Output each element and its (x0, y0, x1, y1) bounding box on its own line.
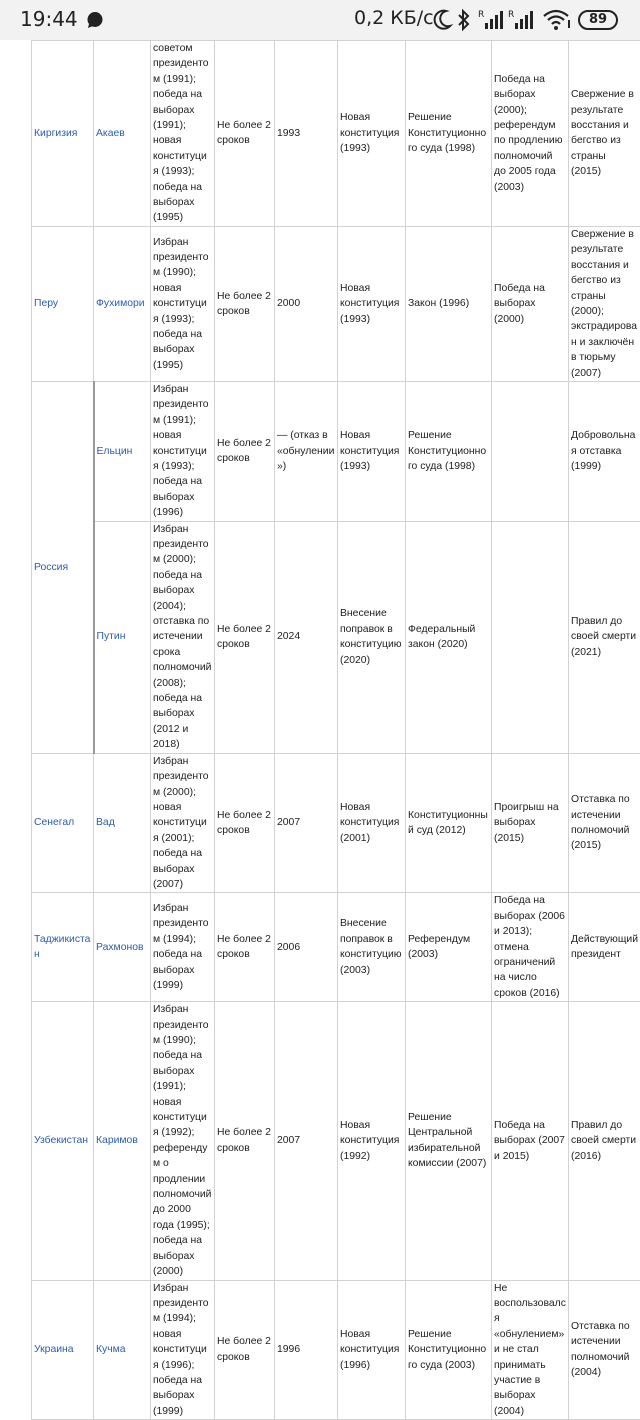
leader-link[interactable]: Путин (94, 521, 151, 753)
limit-cell: Не более 2 сроков (215, 1002, 275, 1280)
limit-cell: Не более 2 сроков (215, 41, 275, 227)
end-cell: Свержение в результате восстания и бегство из страны (2000); экстрадирован и заключён в тюрьму (2007) (569, 226, 640, 381)
table-row (32, 753, 640, 893)
limit-cell: Не более 2 сроков (215, 521, 275, 753)
after-cell: Победа на выборах (2006 и 2013); отмена ограничений на число сроков (2016) (492, 893, 569, 1002)
chat-icon (86, 11, 104, 33)
table-row (32, 1002, 640, 1280)
year-cell: 2007 (275, 753, 338, 893)
wifi-icon (542, 8, 572, 36)
country-link[interactable]: Таджикистан (32, 893, 94, 1002)
path-cell: Избран президентом (2000); новая конституция (2001); победа на выборах (2007) (151, 753, 215, 893)
basis-cell: Решение Конституционного суда (1998) (406, 381, 492, 521)
limit-cell: Не более 2 сроков (215, 1280, 275, 1420)
table-row (32, 226, 640, 381)
basis-cell: Решение Конституционного суда (2003) (406, 1280, 492, 1420)
leader-link[interactable]: Вад (94, 753, 151, 893)
method-cell: Внесение поправок в конституцию (2020) (338, 521, 406, 753)
path-cell: советом президентом (1991); победа на выборах (1991); новая конституция (1993); победа на выборах (1995) (151, 41, 215, 227)
after-cell (492, 521, 569, 753)
battery-indicator: 89 (578, 10, 618, 30)
method-cell: Новая конституция (1992) (338, 1002, 406, 1280)
table-row (32, 381, 640, 521)
end-cell: Правил до своей смерти (2016) (569, 1002, 640, 1280)
basis-cell: Решение Конституционного суда (1998) (406, 41, 492, 227)
limit-cell: Не более 2 сроков (215, 753, 275, 893)
after-cell: Не воспользовался «обнулением» и не стал принимать участие в выборах (2004) (492, 1280, 569, 1420)
after-cell (492, 381, 569, 521)
signal-r-icon (508, 8, 534, 36)
method-cell: Внесение поправок в конституцию (2003) (338, 893, 406, 1002)
after-cell: Проигрыш на выборах (2015) (492, 753, 569, 893)
end-cell: Свержение в результате восстания и бегство из страны (2015) (569, 41, 640, 227)
table-row (32, 41, 640, 227)
method-cell: Новая конституция (1993) (338, 41, 406, 227)
end-cell: Действующий президент (569, 893, 640, 1002)
leader-link[interactable]: Каримов (94, 1002, 151, 1280)
leader-link[interactable]: Фухимори (94, 226, 151, 381)
path-cell: Избран президентом (1991); новая конституция (1993); победа на выборах (1996) (151, 381, 215, 521)
status-time: 19:44 (20, 7, 78, 31)
status-bar (0, 0, 640, 40)
basis-cell: Референдум (2003) (406, 893, 492, 1002)
path-cell: Избран президентом (1994); победа на выборах (1999) (151, 893, 215, 1002)
signal-r-icon (478, 8, 504, 36)
end-cell: Отставка по истечении полномочий (2004) (569, 1280, 640, 1420)
year-cell: 1996 (275, 1280, 338, 1420)
leader-link[interactable]: Ельцин (94, 381, 151, 521)
country-link[interactable]: Киргизия (32, 41, 94, 227)
network-speed: 0,2 КБ/с (354, 7, 434, 29)
after-cell: Победа на выборах (2000); референдум по продлению полномочий до 2005 года (2003) (492, 41, 569, 227)
basis-cell: Федеральный закон (2020) (406, 521, 492, 753)
table-row (32, 893, 640, 1002)
leader-link[interactable]: Рахмонов (94, 893, 151, 1002)
year-cell: 2024 (275, 521, 338, 753)
end-cell: Отставка по истечении полномочий (2015) (569, 753, 640, 893)
after-cell: Победа на выборах (2007 и 2015) (492, 1002, 569, 1280)
basis-cell: Закон (1996) (406, 226, 492, 381)
moon-icon (433, 8, 453, 36)
svg-text:R: R (478, 10, 484, 20)
basis-cell: Конституционный суд (2012) (406, 753, 492, 893)
path-cell: Избран президентом (1990); победа на выборах (1991); новая конституция (1992); референдум о продлении полномочий до 2000 года (1995); победа на выборах (2000) (151, 1002, 215, 1280)
country-link[interactable]: Узбекистан (32, 1002, 94, 1280)
leader-link[interactable]: Кучма (94, 1280, 151, 1420)
method-cell: Новая конституция (2001) (338, 753, 406, 893)
end-cell: Добровольная отставка (1999) (569, 381, 640, 521)
path-cell: Избран президентом (1990); новая конституция (1993); победа на выборах (1995) (151, 226, 215, 381)
year-cell: 2000 (275, 226, 338, 381)
year-cell: 2006 (275, 893, 338, 1002)
country-link[interactable]: Россия (32, 381, 94, 753)
path-cell: Избран президентом (1994); новая конституция (1996); победа на выборах (1999) (151, 1280, 215, 1420)
method-cell: Новая конституция (1993) (338, 226, 406, 381)
table-row (32, 1280, 640, 1420)
limit-cell: Не более 2 сроков (215, 893, 275, 1002)
country-link[interactable]: Украина (32, 1280, 94, 1420)
limit-cell: Не более 2 сроков (215, 381, 275, 521)
method-cell: Новая конституция (1993) (338, 381, 406, 521)
leader-link[interactable]: Акаев (94, 41, 151, 227)
country-link[interactable]: Перу (32, 226, 94, 381)
year-cell: 2007 (275, 1002, 338, 1280)
country-link[interactable]: Сенегал (32, 753, 94, 893)
bluetooth-icon (456, 8, 472, 36)
limit-cell: Не более 2 сроков (215, 226, 275, 381)
end-cell: Правил до своей смерти (2021) (569, 521, 640, 753)
method-cell: Новая конституция (1996) (338, 1280, 406, 1420)
table-row (32, 521, 640, 753)
year-cell: — (отказ в «обнулении») (275, 381, 338, 521)
year-cell: 1993 (275, 41, 338, 227)
terms-table (31, 40, 640, 1420)
svg-text:R: R (508, 10, 514, 20)
path-cell: Избран президентом (2000); победа на выборах (2004); отставка по истечении срока полномочий (2008); победа на выборах (2012 и 2018) (151, 521, 215, 753)
after-cell: Победа на выборах (2000) (492, 226, 569, 381)
basis-cell: Решение Центральной избирательной комиссии (2007) (406, 1002, 492, 1280)
